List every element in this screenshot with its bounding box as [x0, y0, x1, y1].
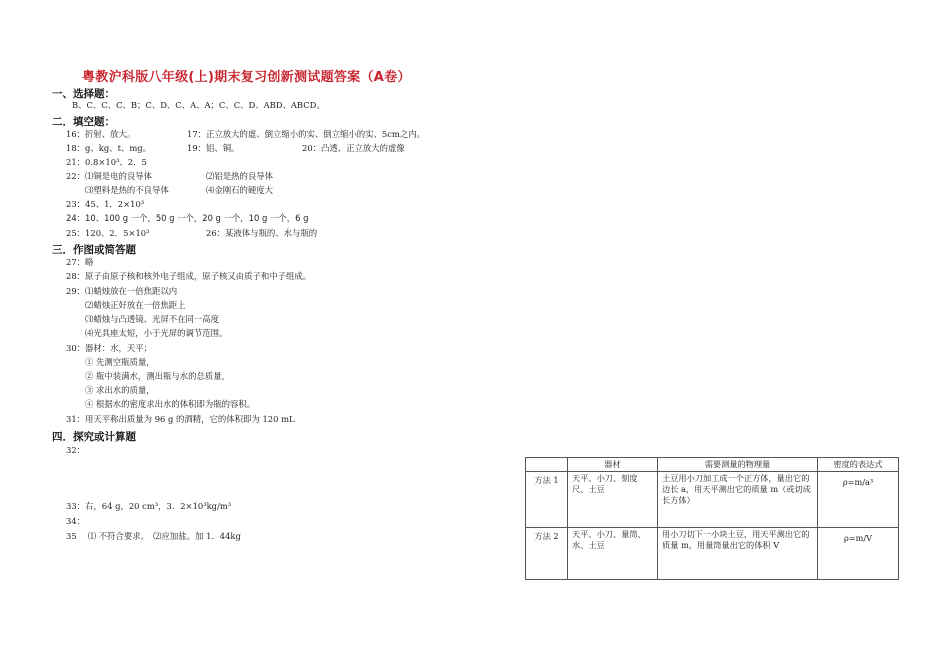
- answer-line-31: 31：用天平称出质量为 96 g 的酒精，它的体积即为 120 mL: [66, 414, 295, 424]
- answer-line-29a: 29：⑴蜡烛放在一倍焦距以内: [66, 286, 178, 296]
- formula-cell: ρ=m/V: [818, 528, 899, 580]
- answer-line-29c: ⑶蜡烛与凸透镜、光屏不在同一高度: [85, 314, 219, 324]
- answer-line-30-step1: ① 先测空瓶质量，: [85, 357, 155, 367]
- answer-line-22c: ⑶塑料是热的不良导体: [85, 185, 169, 195]
- answer-line-20: 20：凸透、正立放大的虚像: [302, 143, 405, 153]
- section-heading-choice: 一、选择题：: [52, 88, 115, 100]
- answer-line-26: 26：某液体与瓶的、水与瓶的: [206, 228, 318, 238]
- document-title: 粤教沪科版八年级(上)期末复习创新测试题答案（A卷）: [82, 70, 411, 85]
- answer-line-23: 23：45、1．2×10³: [66, 199, 145, 209]
- measure-cell: 用小刀切下一小块土豆，用天平测出它的质量 m，用量筒量出它的体积 V: [658, 528, 818, 580]
- answer-line-30-step3: ③ 求出水的质量，: [85, 385, 155, 395]
- table-header-cell: 密度的表达式: [818, 458, 899, 472]
- answer-line-25: 25：120、2．5×10³: [66, 228, 150, 238]
- table-row: [526, 472, 899, 528]
- answer-line-29d: ⑷光具座太短，小于光屏的调节范围。: [85, 328, 228, 338]
- section-heading-inquiry: 四．探究或计算题: [52, 431, 136, 443]
- answer-line-28: 28：原子由原子核和核外电子组成，原子核又由质子和中子组成。: [66, 271, 312, 281]
- section-heading-drawing: 三．作图或简答题: [52, 244, 136, 256]
- answer-line-35: 35 ⑴ 不符合要求。 ⑵应加盐。加 1．44kg: [66, 531, 241, 541]
- table-header-cell: 器材: [568, 458, 658, 472]
- answer-line-24: 24：10、100 g 一个，50 g 一个，20 g 一个，10 g 一个，6 g: [66, 213, 309, 223]
- answer-line-17: 17：正立放大的虚、倒立缩小的实、倒立缩小的实、5cm之内。: [187, 129, 425, 139]
- answer-line-21: 21：0.8×10³、2．5: [66, 157, 147, 167]
- answer-line-16: 16：折射、放大。: [66, 129, 136, 139]
- answer-line-34: 34：: [66, 516, 86, 526]
- table-header-row: [526, 458, 899, 472]
- answer-line-choice: B、C、C、C、B；C、D、C、A、A；C、C、D、ABD、ABCD。: [72, 100, 325, 110]
- method-cell: 方法 1: [526, 472, 568, 528]
- answer-line-18: 18：g、kg、t、mg。: [66, 143, 151, 153]
- tools-cell: 天平、小刀、量筒、水、土豆: [568, 528, 658, 580]
- answer-line-32: 32：: [66, 445, 86, 455]
- answer-line-27: 27：略: [66, 257, 94, 267]
- answer-line-22b: ⑵铝是热的良导体: [206, 171, 273, 181]
- measure-cell: 土豆用小刀加工成一个正方体，量出它的边长 a，用天平测出它的质量 m（或切成长方体）: [658, 472, 818, 528]
- answer-line-19: 19：铝、铜。: [187, 143, 240, 153]
- answer-line-30: 30：器材：水，天平；: [66, 343, 153, 353]
- density-method-table: [525, 457, 899, 580]
- answer-line-30-step4: ④ 根据水的密度求出水的体积即为瓶的容积。: [85, 399, 256, 409]
- answer-line-33: 33：右，64 g，20 cm³，3．2×10³kg/m³: [66, 501, 232, 511]
- table-header-cell: [526, 458, 568, 472]
- table-row: [526, 528, 899, 580]
- answer-line-22a: 22：⑴铜是电的良导体: [66, 171, 153, 181]
- tools-cell: 天平、小刀、刻度尺、土豆: [568, 472, 658, 528]
- answer-line-29b: ⑵蜡烛正好放在一倍焦距上: [85, 300, 186, 310]
- formula-cell: ρ=m/a³: [818, 472, 899, 528]
- method-cell: 方法 2: [526, 528, 568, 580]
- answer-line-30-step2: ② 瓶中装满水，测出瓶与水的总质量，: [85, 371, 231, 381]
- answer-line-22d: ⑷金刚石的硬度大: [206, 185, 273, 195]
- table-header-cell: 需要测量的物理量: [658, 458, 818, 472]
- section-heading-fill: 二．填空题：: [52, 116, 115, 128]
